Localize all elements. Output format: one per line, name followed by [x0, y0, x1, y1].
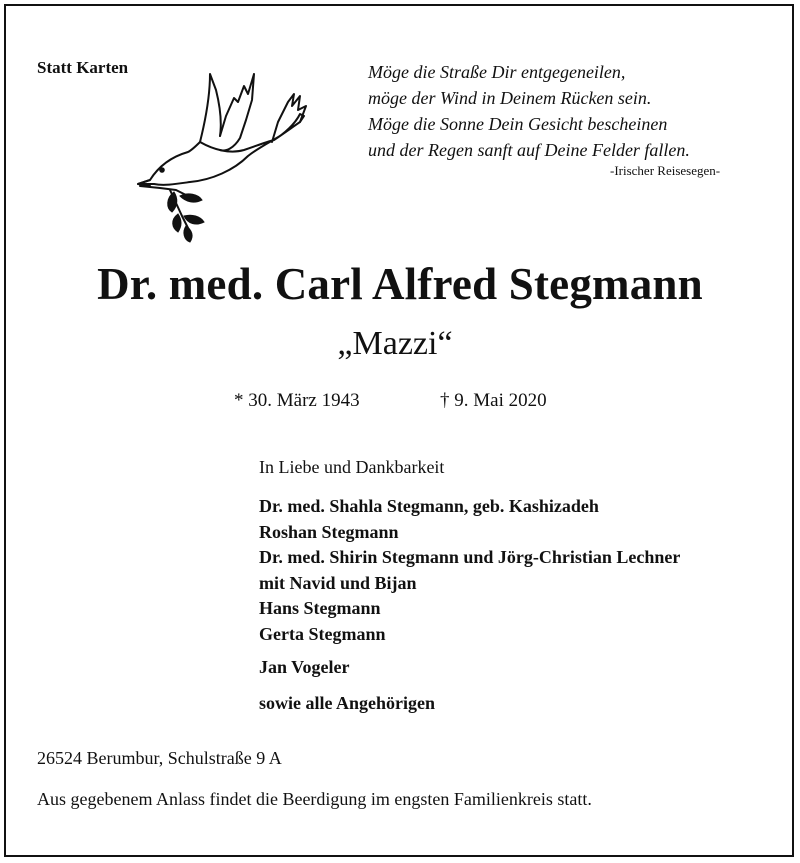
address: 26524 Berumbur, Schulstraße 9 A: [37, 748, 282, 768]
birth-date: * 30. März 1943: [234, 390, 360, 411]
dove-with-olive-branch-icon: [130, 66, 310, 244]
mourner-name: Dr. med. Shahla Stegmann, geb. Kashizadeh: [259, 496, 599, 516]
poem-line: möge der Wind in Deinem Rücken sein.: [368, 88, 652, 108]
poem-source: -Irischer Reisesegen-: [610, 163, 721, 178]
mourner-name: mit Navid und Bijan: [259, 572, 417, 593]
mourner-name: Roshan Stegmann: [259, 521, 399, 542]
deceased-name: Dr. med. Carl Alfred Stegmann: [97, 259, 703, 309]
poem-line: Möge die Sonne Dein Gesicht bescheinen: [368, 114, 668, 134]
deceased-nickname: „Mazzi“: [337, 325, 453, 362]
mourner-name: Hans Stegmann: [259, 598, 381, 618]
poem-line: Möge die Straße Dir entgegeneilen,: [368, 62, 626, 82]
mourner-name: Gerta Stegmann: [259, 623, 386, 644]
poem-line: und der Regen sanft auf Deine Felder fallen.: [368, 140, 690, 160]
mourners-intro: In Liebe und Dankbarkeit: [259, 457, 445, 477]
funeral-notice: Aus gegebenem Anlass findet die Beerdigung im engsten Familienkreis statt.: [37, 789, 592, 809]
poem: [368, 59, 690, 163]
mourners-list: [259, 494, 680, 647]
mourner-name: Dr. med. Shirin Stegmann und Jörg-Christian Lechner: [259, 547, 681, 567]
death-date: † 9. Mai 2020: [440, 390, 547, 411]
additional-mourner: Jan Vogeler: [259, 657, 350, 677]
statt-karten-label: Statt Karten: [37, 58, 129, 77]
relatives-line: sowie alle Angehörigen: [259, 693, 435, 713]
